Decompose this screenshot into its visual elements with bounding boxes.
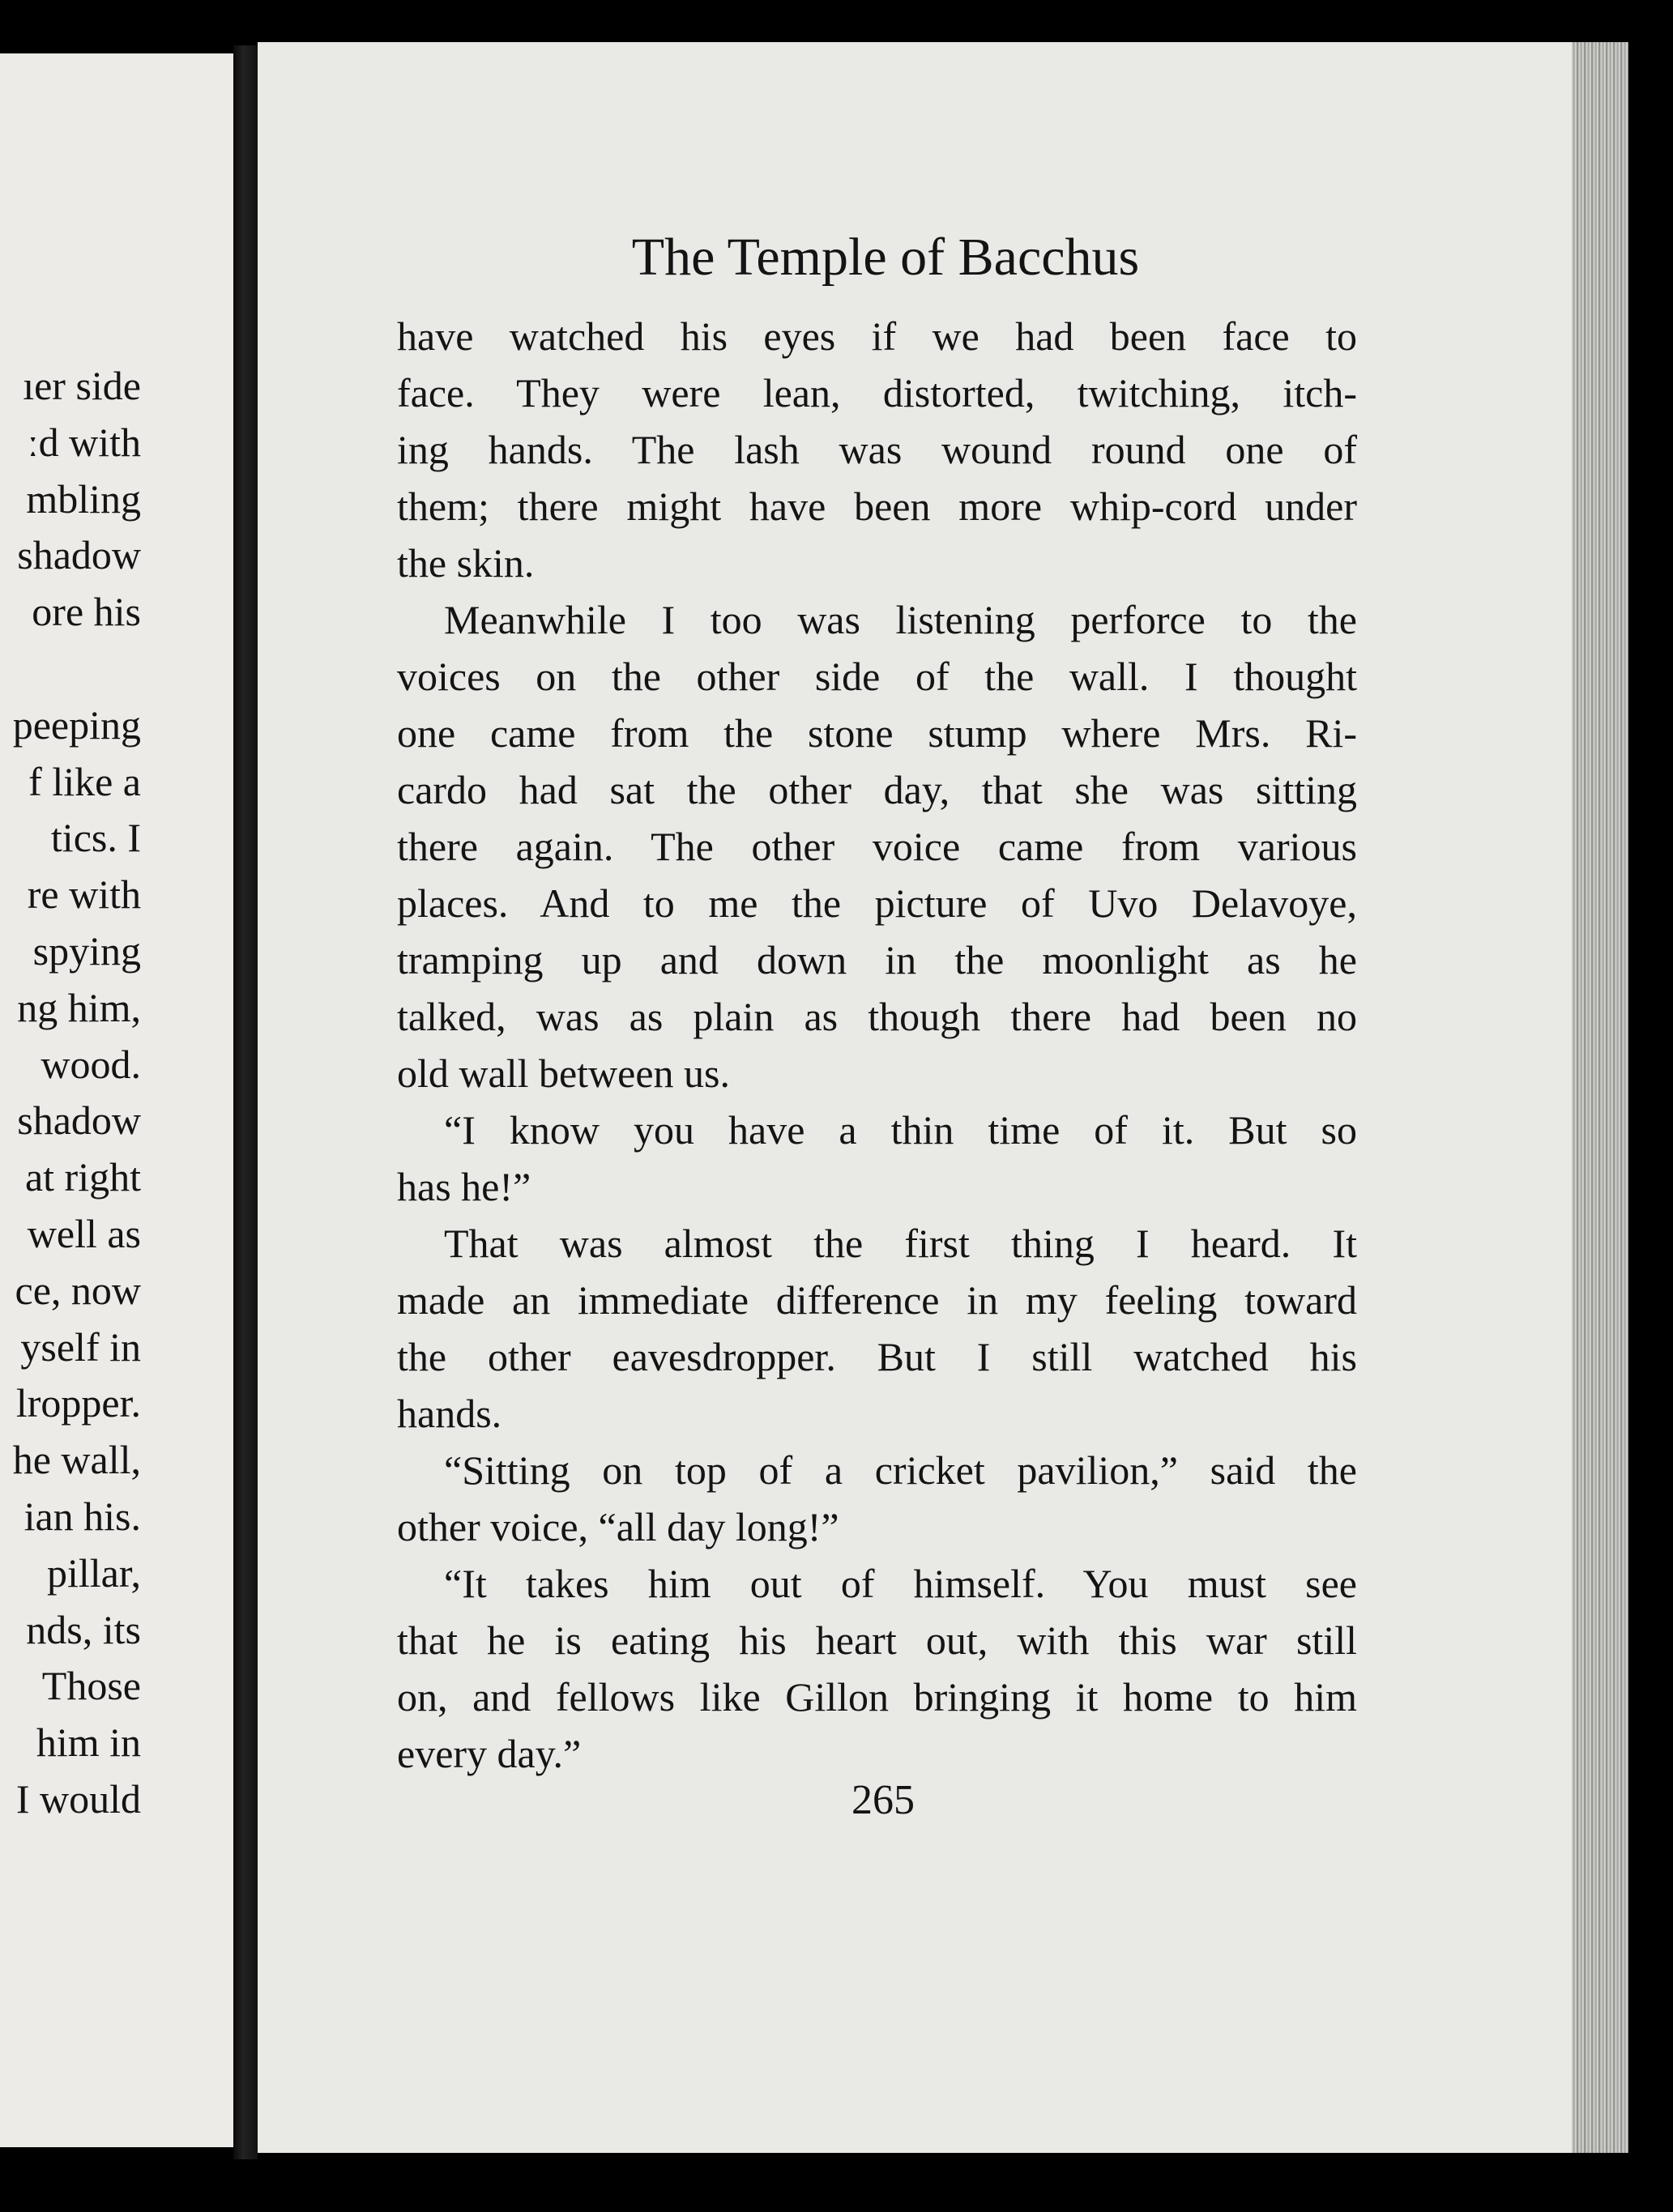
text-line: talked, was as plain as though there had been no: [397, 994, 1357, 1039]
left-line: f like a: [28, 758, 141, 804]
text-line: Meanwhile I too was listening perforce to the: [444, 597, 1357, 642]
left-line: Those: [41, 1663, 141, 1709]
left-line: he wall,: [12, 1437, 141, 1483]
page-number: 265: [851, 1777, 915, 1823]
left-line: shadow: [17, 1097, 141, 1144]
left-line: mbling: [26, 475, 141, 522]
text-line: the skin.: [397, 540, 535, 586]
text-line: has he!”: [397, 1164, 531, 1209]
left-line: yself in: [20, 1323, 141, 1370]
running-head: The Temple of Bacchus: [631, 228, 1140, 287]
left-line: peeping: [12, 701, 141, 748]
left-line: ng him,: [17, 984, 141, 1030]
left-line: ːd with: [27, 419, 141, 465]
text-line: “I know you have a thin time of it. But so: [444, 1107, 1357, 1153]
left-line: well as: [27, 1210, 141, 1256]
left-line: [13, 641, 141, 697]
text-line: on, and fellows like Gillon bringing it home to him: [397, 1674, 1357, 1720]
left-line: spying: [32, 927, 141, 974]
left-line: pillar,: [46, 1549, 141, 1596]
text-line: voices on the other side of the wall. I thought: [397, 654, 1357, 699]
left-line: ce, now: [15, 1267, 141, 1313]
text-line: cardo had sat the other day, that she was sitting: [397, 767, 1357, 812]
text-line: “Sitting on top of a cricket pavilion,” said the: [444, 1447, 1357, 1493]
text-line: other voice, “all day long!”: [397, 1504, 839, 1549]
left-line: I would: [15, 1775, 141, 1822]
text-line: ing hands. The lash was wound round one of: [397, 427, 1357, 472]
text-line: one came from the stone stump where Mrs. Ri-: [397, 710, 1357, 756]
text-line: old wall between us.: [397, 1051, 731, 1096]
text-line: that he is eating his heart out, with this war still: [397, 1617, 1357, 1663]
text-line: there again. The other voice came from various: [397, 824, 1357, 869]
left-line: wood.: [41, 1041, 141, 1087]
left-line: lropper.: [15, 1380, 141, 1426]
left-line: at right: [24, 1154, 141, 1200]
text-line: tramping up and down in the moonlight as he: [397, 937, 1357, 982]
left-page-text: [13, 358, 141, 1828]
text-line: them; there might have been more whip-cord under: [397, 484, 1357, 529]
page-edges: [1572, 42, 1628, 2153]
left-line: re with: [27, 872, 141, 918]
left-line: shadow: [17, 532, 141, 578]
left-line: ore his: [32, 589, 141, 635]
left-line: tics. I: [50, 815, 141, 861]
text-line: places. And to me the picture of Uvo Delavoye,: [397, 880, 1357, 926]
left-line: nds, its: [26, 1606, 141, 1652]
left-line: him in: [36, 1720, 141, 1766]
text-line: made an immediate difference in my feeling toward: [397, 1277, 1357, 1323]
text-line: every day.”: [397, 1731, 582, 1776]
book-gutter: [233, 45, 258, 2159]
text-line: hands.: [397, 1391, 502, 1436]
text-line: That was almost the first thing I heard. It: [444, 1221, 1357, 1266]
text-line: have watched his eyes if we had been face to: [397, 313, 1357, 359]
text-line: face. They were lean, distorted, twitching, itch-: [397, 370, 1357, 416]
left-page: [0, 53, 233, 2147]
text-line: the other eavesdropper. But I still watched his: [397, 1334, 1357, 1379]
left-line: ıer side: [23, 363, 141, 408]
left-line: ian his.: [23, 1493, 141, 1539]
text-line: “It takes him out of himself. You must see: [444, 1561, 1357, 1606]
